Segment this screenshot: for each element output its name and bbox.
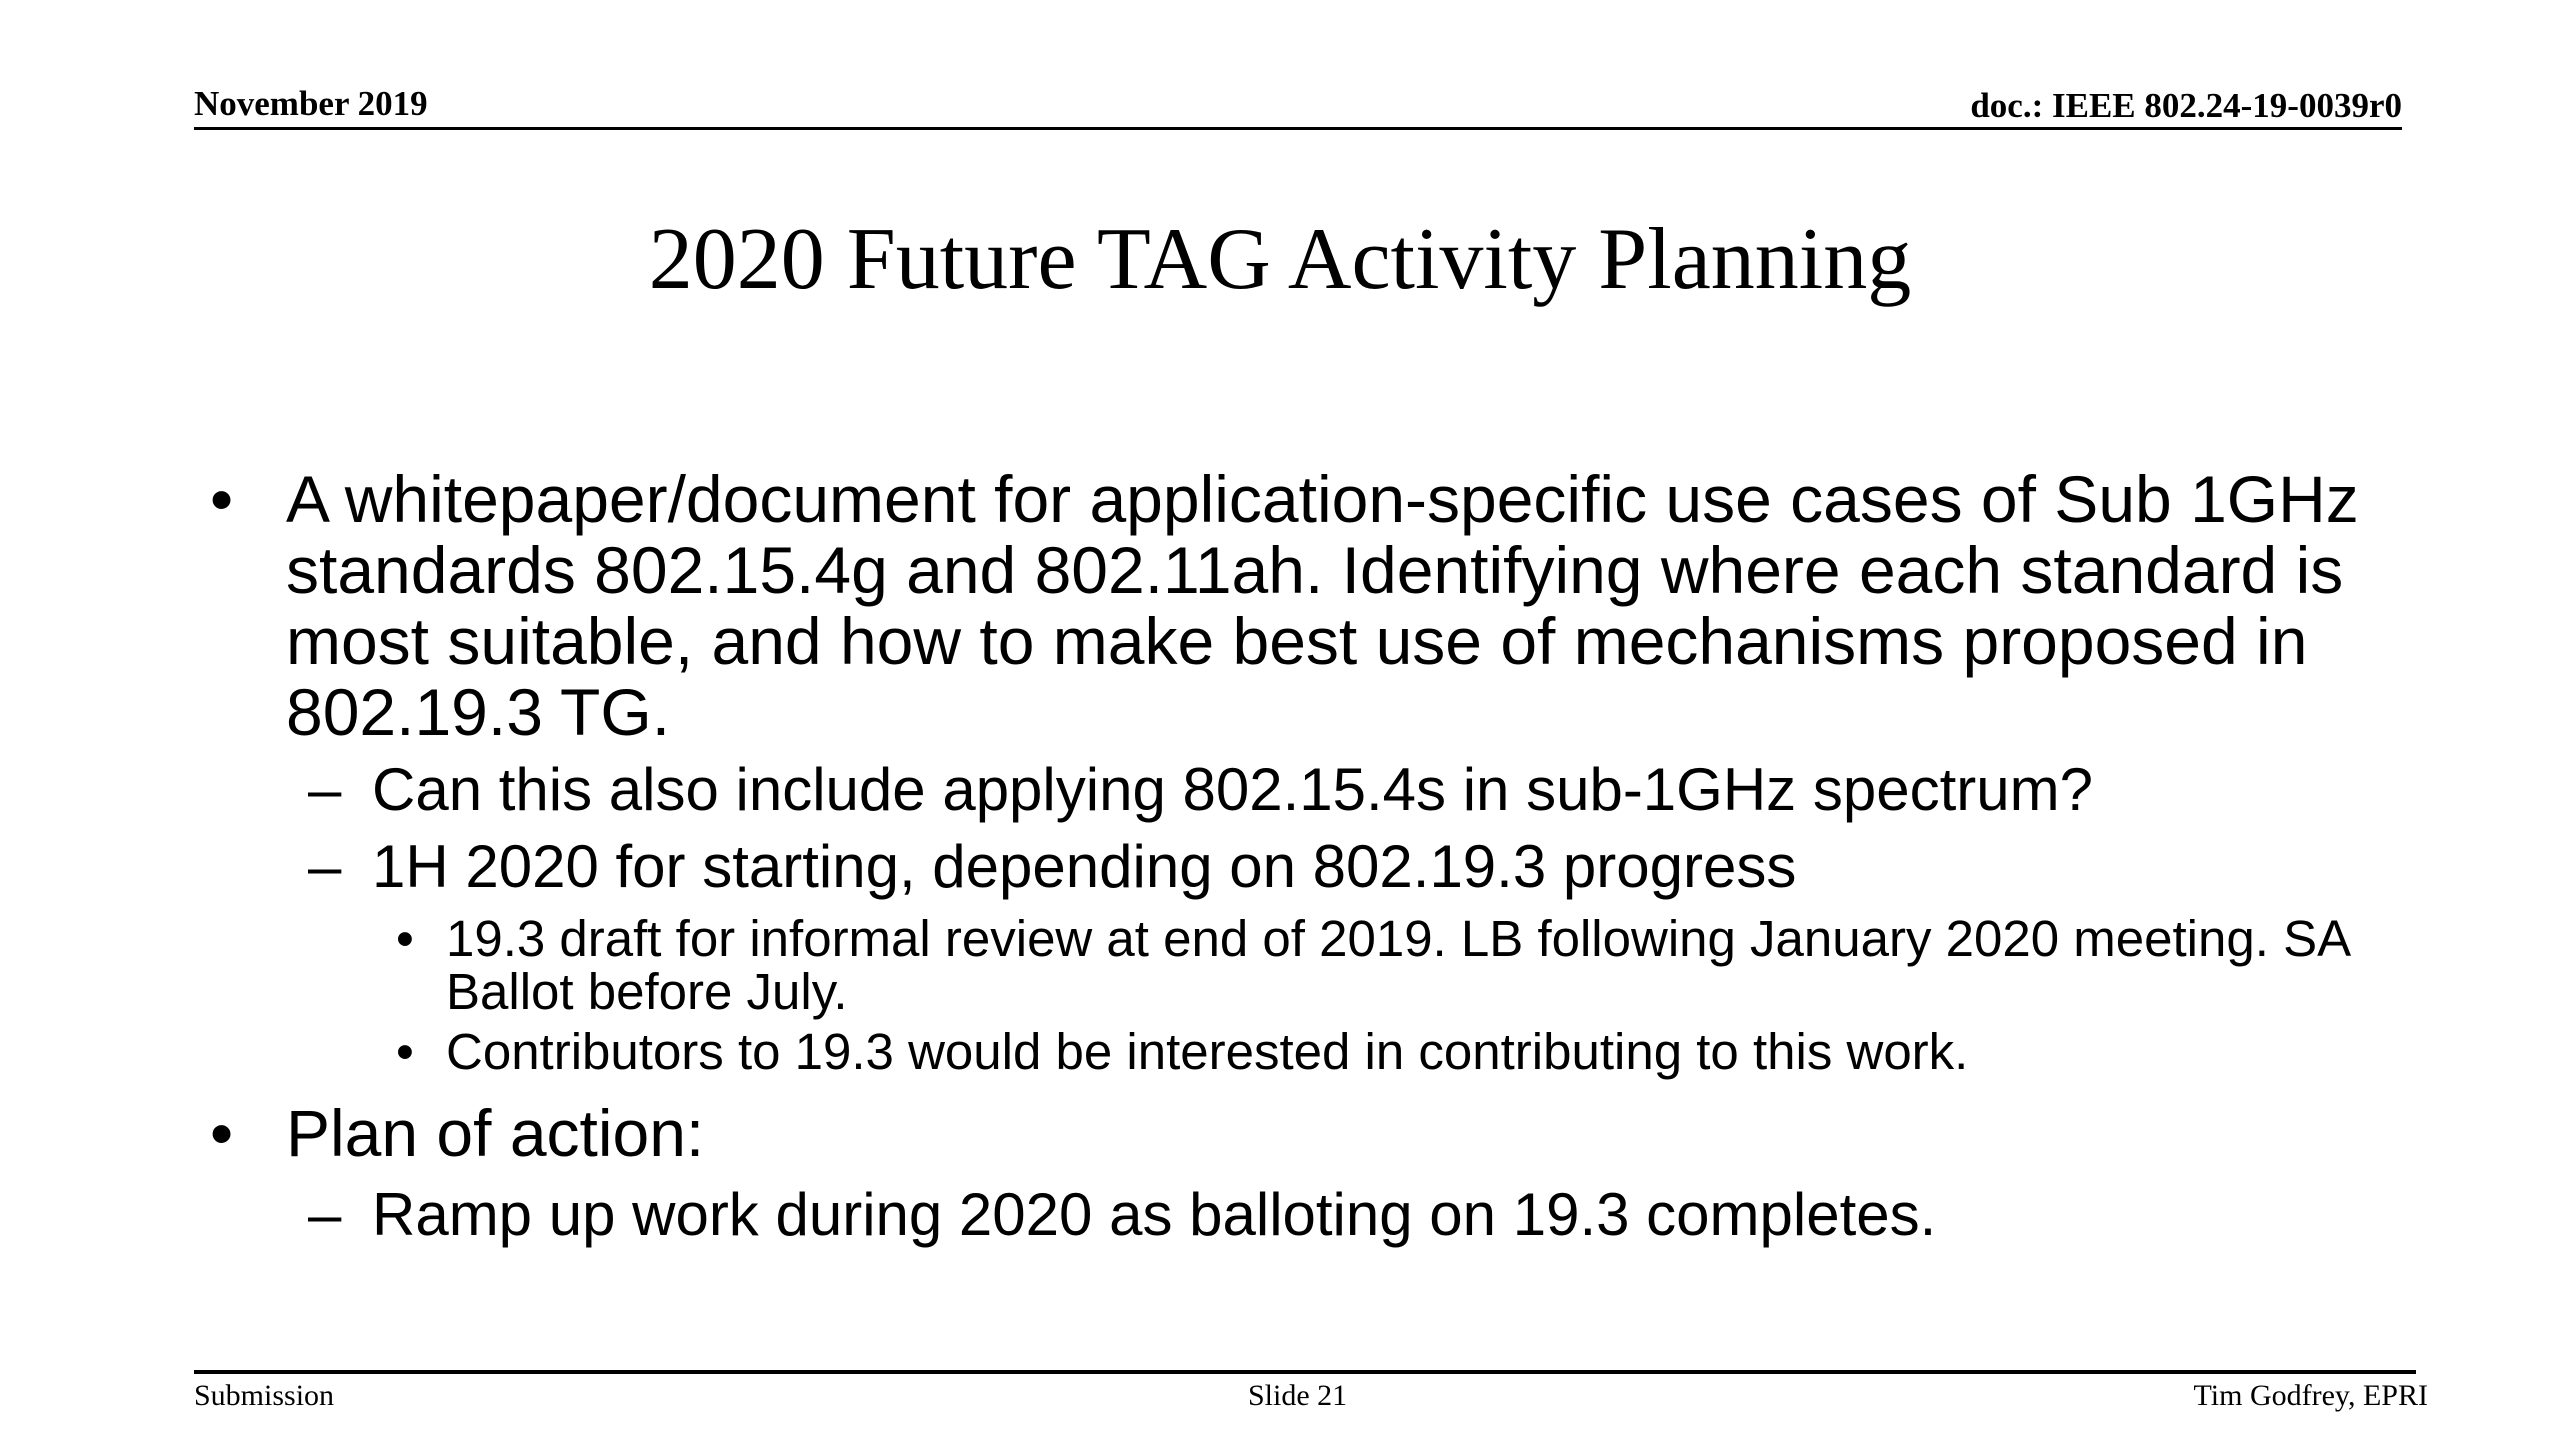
dash-marker: – xyxy=(308,1181,342,1248)
subbullet-802-15-4s xyxy=(308,756,2412,823)
footer-submission: Submission xyxy=(194,1379,335,1412)
footer-author: Tim Godfrey, EPRI xyxy=(2193,1379,2428,1412)
subsubbullet-draft-review xyxy=(396,910,2386,1020)
subbullet-text: 1H 2020 for starting, depending on 802.19.3 progress xyxy=(372,833,1797,900)
bullet-whitepaper xyxy=(210,462,2386,749)
dash-marker: – xyxy=(308,756,342,823)
subbullet-1h-2020 xyxy=(308,833,2412,900)
subsubbullet-contributors xyxy=(396,1023,2386,1080)
header-rule xyxy=(194,127,2402,130)
footer-slide-number: Slide 21 xyxy=(1248,1379,1348,1412)
bullet-marker: • xyxy=(210,1096,234,1170)
bullet-plan-of-action xyxy=(210,1096,2386,1170)
subbullet-text: Can this also include applying 802.15.4s in sub-1GHz spectrum? xyxy=(372,756,2093,823)
bullet-text: Plan of action: xyxy=(286,1096,705,1170)
slide-title: 2020 Future TAG Activity Planning xyxy=(648,211,1912,308)
subbullet-text: Ramp up work during 2020 as balloting on 19.3 completes. xyxy=(372,1181,1937,1248)
dash-marker: – xyxy=(308,833,342,900)
bullet-marker: • xyxy=(210,462,234,536)
bullet-marker: • xyxy=(396,1023,414,1080)
header-doc-id: doc.: IEEE 802.24-19-0039r0 xyxy=(1970,86,2402,125)
subbullet-ramp-up xyxy=(308,1181,2412,1248)
bullet-marker: • xyxy=(396,910,414,967)
subsubbullet-text: 19.3 draft for informal review at end of 2019. LB following January 2020 meeting. SA Ballot before July. xyxy=(446,910,2349,1020)
footer-rule xyxy=(194,1370,2416,1374)
subsubbullet-text: Contributors to 19.3 would be interested in contributing to this work. xyxy=(446,1023,1969,1080)
header-date: November 2019 xyxy=(194,84,428,123)
bullet-text: A whitepaper/document for application-specific use cases of Sub 1GHz standards 802.15.4g and 802.11ah. Identifying where each standard is most suitable, and how to make best use of mechanisms proposed in 802.19.3 TG. xyxy=(286,462,2359,749)
